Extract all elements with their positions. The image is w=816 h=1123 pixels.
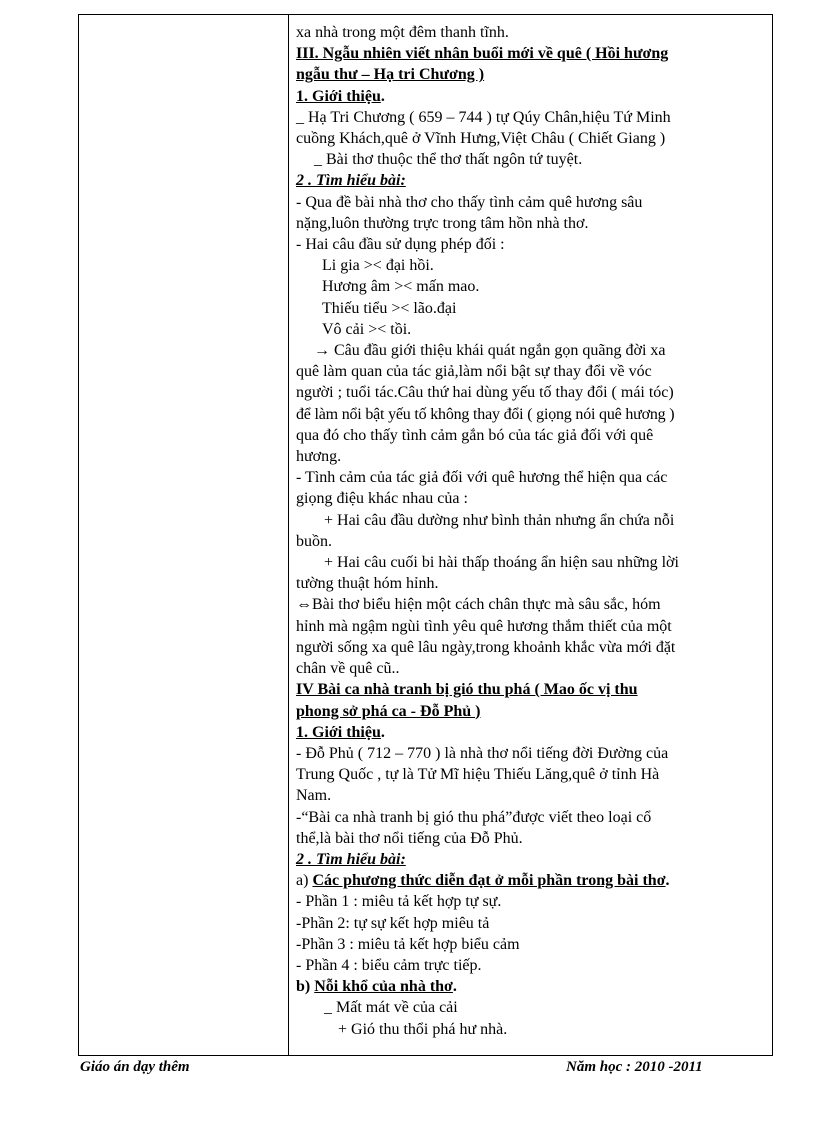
column-divider xyxy=(288,14,289,1056)
text-line: hỉnh mà ngậm ngùi tình yêu quê hương thắm thiết của một xyxy=(296,617,672,635)
text-line: + Hai câu cuối bi hài thấp thoáng ẩn hiện sau những lời xyxy=(324,554,679,572)
lesson-content xyxy=(296,22,768,1040)
text-line: -Phần 2: tự sự kết hợp miêu tả xyxy=(296,914,490,932)
text-line: - Đỗ Phủ ( 712 – 770 ) là nhà thơ nổi tiếng đời Đường của xyxy=(296,744,669,762)
footer-right-label: Năm học : 2010 -2011 xyxy=(566,1059,703,1075)
text-line: + Hai câu đầu dường như bình thản nhưng ẩn chứa nỗi xyxy=(324,511,675,529)
text-line: - Qua đề bài nhà thơ cho thấy tình cảm quê hương sâu xyxy=(296,193,643,211)
text-line: người ; tuổi tác.Câu thứ hai dùng yếu tố thay đổi ( mái tóc) xyxy=(296,384,674,402)
text-line: quê làm quan của tác giả,làm nổi bật sự thay đổi về vóc xyxy=(296,363,652,381)
text-line: xa nhà trong một đêm thanh tĩnh. xyxy=(296,24,509,41)
text-line: qua đó cho thấy tình cảm gắn bó của tác giả đối với quê xyxy=(296,426,654,444)
text-line: - Phần 1 : miêu tả kết hợp tự sự. xyxy=(296,893,502,911)
text-line: nặng,luôn thường trực trong tâm hồn nhà thơ. xyxy=(296,214,589,232)
text-line: Li gia >< đại hồi. xyxy=(322,257,434,275)
text-line: _ Bài thơ thuộc thể thơ thất ngôn tứ tuyệt. xyxy=(314,151,583,169)
text-line: - Tình cảm của tác giả đối với quê hương thể hiện qua các xyxy=(296,469,668,487)
text-line: cuồng Khách,quê ở Vĩnh Hưng,Việt Châu ( Chiết Giang ) xyxy=(296,130,666,148)
text-line: _ Hạ Tri Chương ( 659 – 744 ) tự Qúy Chân,hiệu Tứ Minh xyxy=(296,108,671,126)
text-line: - Phần 4 : biểu cảm trực tiếp. xyxy=(296,956,482,974)
section-iii-intro-heading: 1. Giới thiệu. xyxy=(296,87,385,105)
text-line: → Câu đầu giới thiệu khái quát ngắn gọn quãng đời xa xyxy=(296,340,768,361)
text-line: Thiếu tiểu >< lão.đại xyxy=(322,299,457,317)
text-line: ⇔Bài thơ biểu hiện một cách chân thực mà sâu sắc, hóm xyxy=(296,596,661,614)
section-iv-intro-heading: 1. Giới thiệu. xyxy=(296,723,385,741)
section-iii-title-cont: ngẫu thư – Hạ tri Chương ) xyxy=(296,66,485,84)
section-iv-study-heading: 2 . Tìm hiểu bài: xyxy=(296,850,406,868)
section-iv-title: IV Bài ca nhà tranh bị gió thu phá ( Mao ốc vị thu xyxy=(296,681,638,699)
text-line: Trung Quốc , tự là Tử Mĩ hiệu Thiếu Lăng,quê ở tỉnh Hà xyxy=(296,766,660,784)
text-line: tường thuật hóm hỉnh. xyxy=(296,575,439,593)
text-line: chân về quê cũ.. xyxy=(296,660,400,678)
section-iii-title: III. Ngẫu nhiên viết nhân buổi mới về quê ( Hồi hương xyxy=(296,45,669,63)
footer-left-label: Giáo án dạy thêm xyxy=(80,1059,190,1075)
text-line: -“Bài ca nhà tranh bị gió thu phá”được viết theo loại cổ xyxy=(296,808,652,826)
text-line: + Gió thu thổi phá hư nhà. xyxy=(338,1020,508,1038)
text-line: Hương âm >< mấn mao. xyxy=(322,278,480,296)
text-line: giọng điệu khác nhau của : xyxy=(296,490,468,508)
text-line: để làm nổi bật yếu tố không thay đổi ( giọng nói quê hương ) xyxy=(296,405,675,423)
arrow-right-icon: → xyxy=(314,342,330,360)
text-line: - Hai câu đầu sử dụng phép đối : xyxy=(296,236,505,254)
text-line: hương. xyxy=(296,448,342,466)
text-line: thể,là bài thơ nổi tiếng của Đỗ Phủ. xyxy=(296,829,523,847)
text-line: _ Mất mát về của cải xyxy=(324,999,458,1017)
subheading-a: a) Các phương thức diễn đạt ở mỗi phần trong bài thơ. xyxy=(296,872,670,890)
text-line: Nam. xyxy=(296,787,332,805)
text-line: Vô cải >< tồi. xyxy=(322,320,412,338)
text-line: buồn. xyxy=(296,532,332,550)
text-line: -Phần 3 : miêu tả kết hợp biểu cảm xyxy=(296,935,520,953)
section-iii-study-heading: 2 . Tìm hiểu bài: xyxy=(296,172,406,190)
section-iv-title-cont: phong sở phá ca - Đỗ Phủ ) xyxy=(296,702,481,720)
text-line: người sống xa quê lâu ngày,trong khoảnh khắc vừa mới đặt xyxy=(296,638,676,656)
subheading-b: b) Nỗi khổ của nhà thơ. xyxy=(296,978,457,996)
equivalence-icon: ⇔ xyxy=(296,596,312,614)
